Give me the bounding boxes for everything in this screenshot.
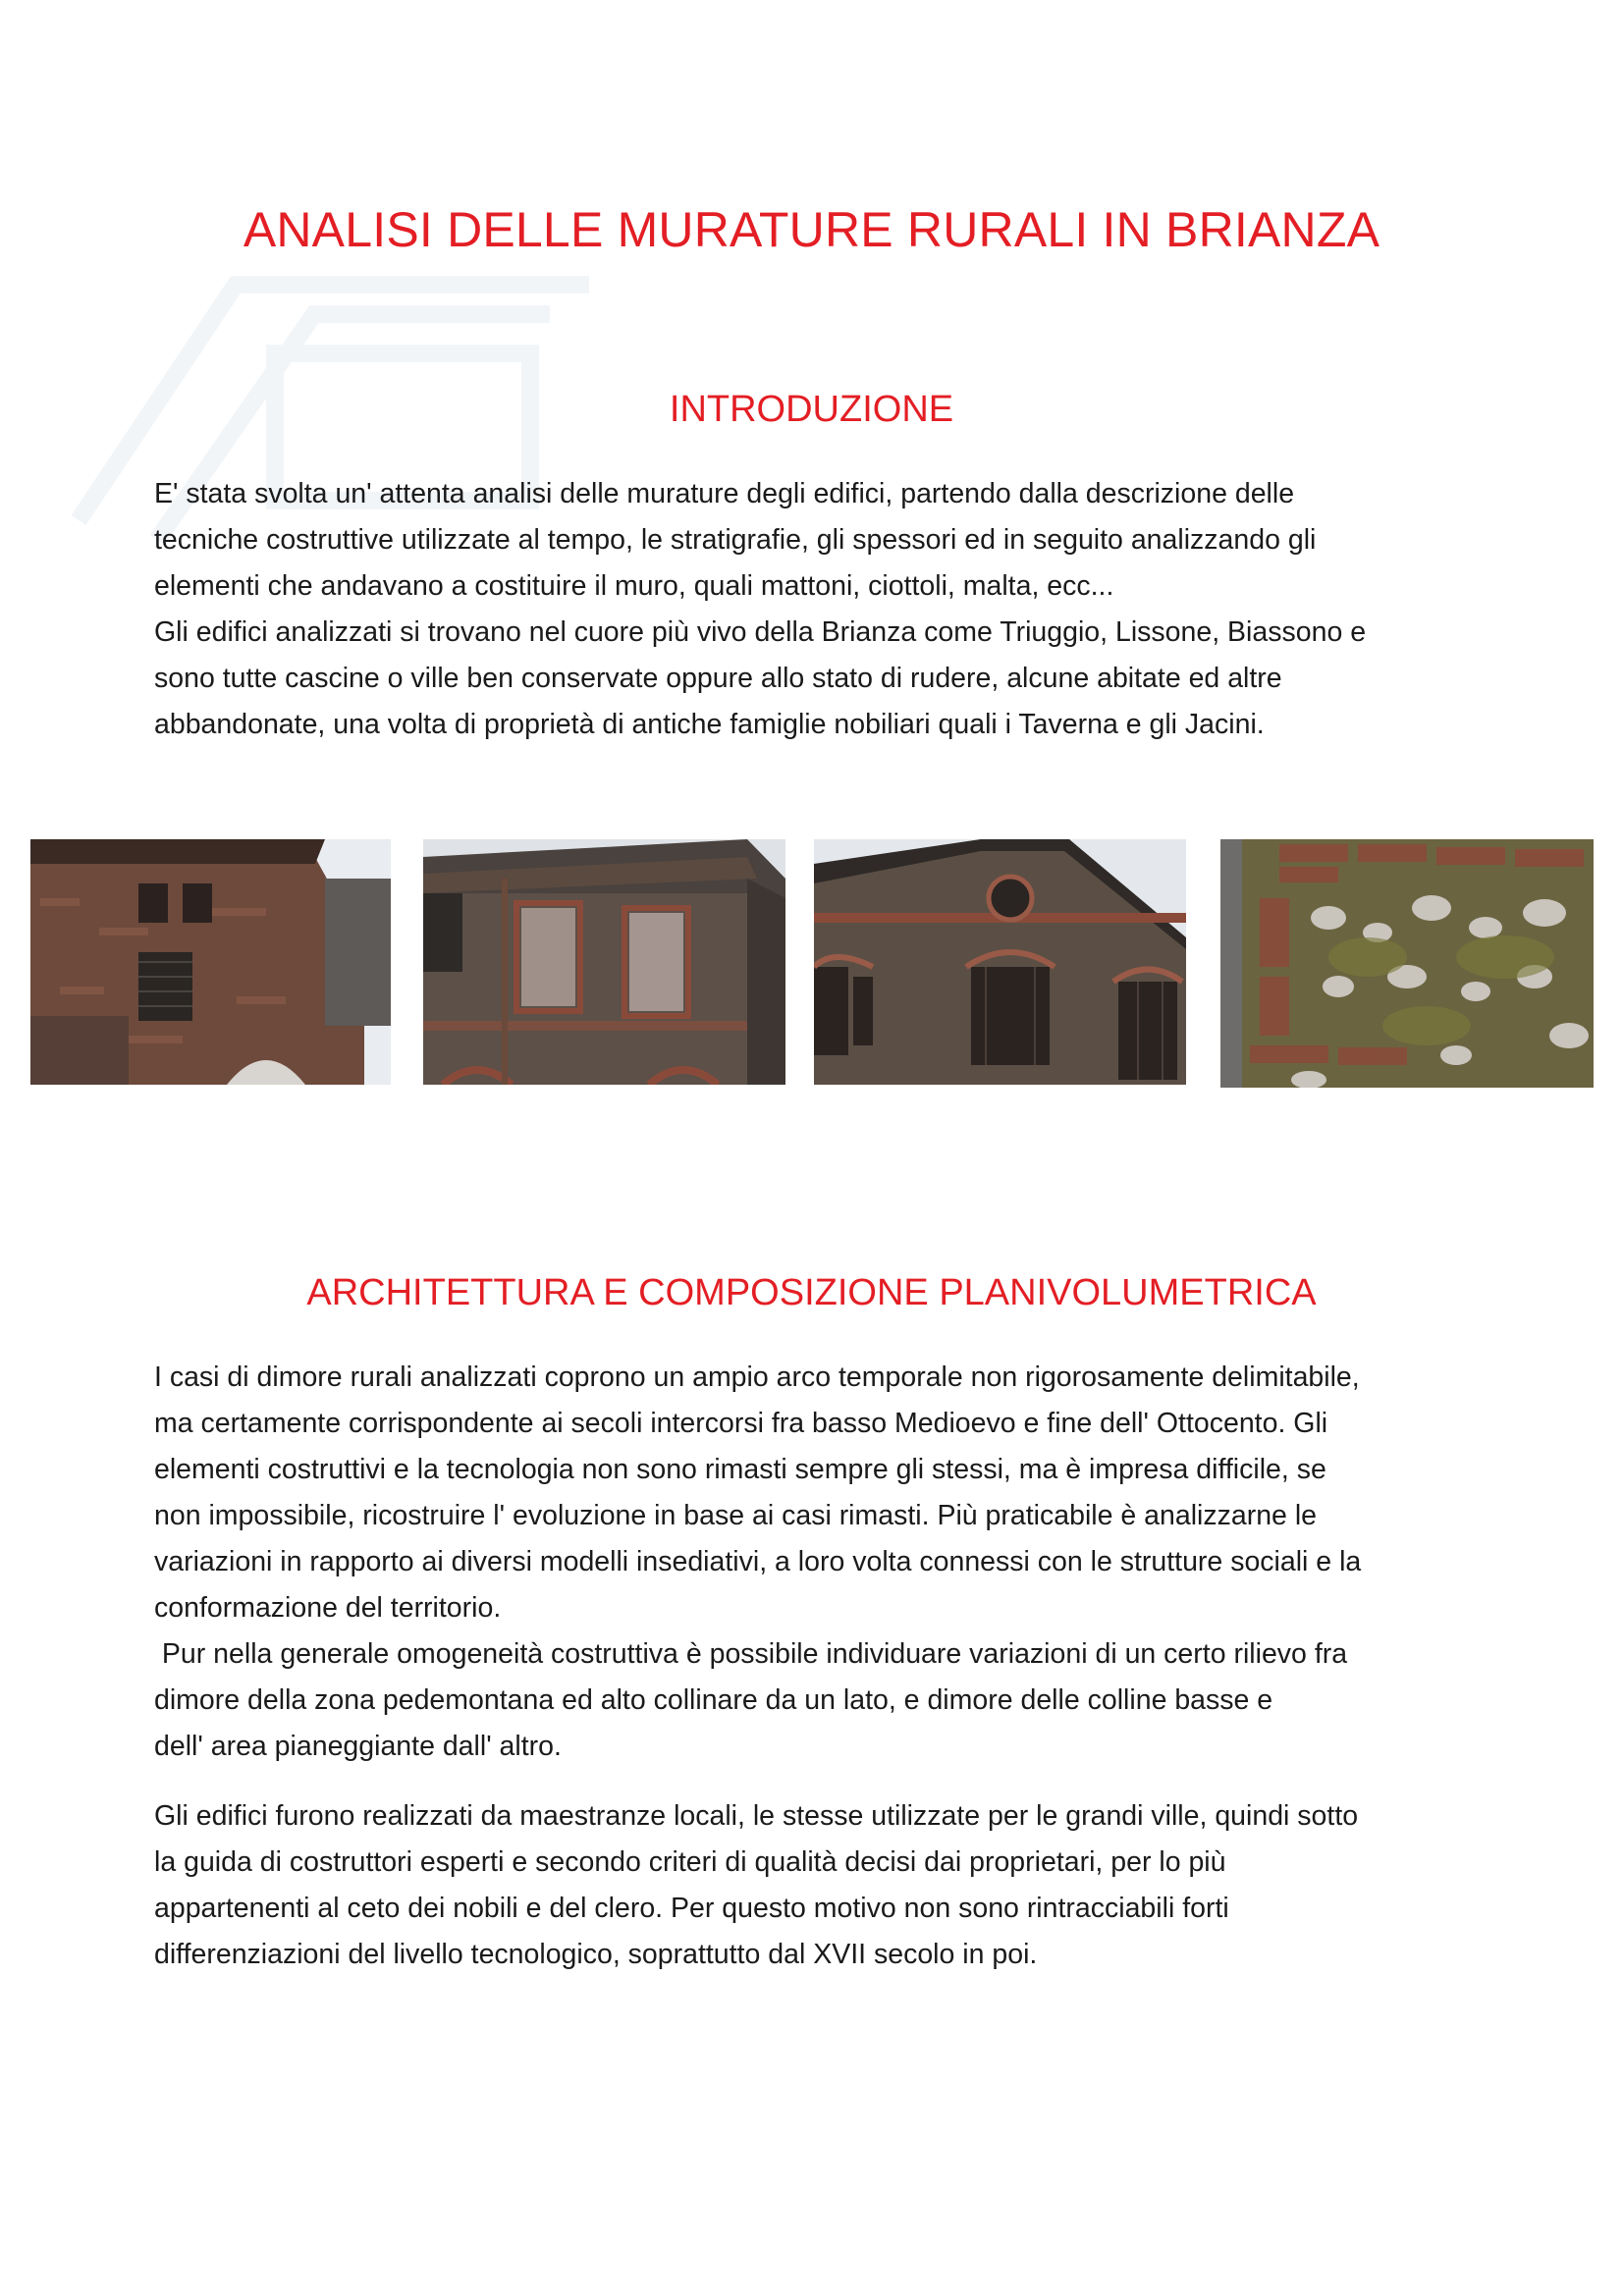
text-line: elementi costruttivi e la tecnologia non sono rimasti sempre gli stessi, ma è impresa difficile, se — [154, 1454, 1326, 1485]
text-line: Gli edifici furono realizzati da maestranze locali, le stesse utilizzate per le grandi ville, quindi sotto — [154, 1800, 1359, 1832]
text-line: tecniche costruttive utilizzate al tempo, le stratigrafie, gli spessori ed in seguito analizzando gli — [154, 524, 1317, 556]
text-line: Pur nella generale omogeneità costruttiva è possibile individuare variazioni di un certo rilievo fra — [154, 1638, 1348, 1670]
text-line: non impossibile, ricostruire l' evoluzione in base ai casi rimasti. Più praticabile è analizzarne le — [154, 1500, 1318, 1531]
section-heading-architettura: ARCHITETTURA E COMPOSIZIONE PLANIVOLUMETRICA — [306, 1272, 1317, 1313]
photo-building-3 — [814, 839, 1186, 1085]
text-line: I casi di dimore rurali analizzati coprono un ampio arco temporale non rigorosamente delimitabile, — [154, 1362, 1360, 1393]
text-line: conformazione del territorio. — [154, 1592, 502, 1624]
text-line: elementi che andavano a costituire il muro, quali mattoni, ciottoli, malta, ecc... — [154, 570, 1114, 602]
photo-building-2 — [423, 839, 785, 1085]
photo-wall-closeup — [1220, 839, 1594, 1088]
text-line: ma certamente corrispondente ai secoli intercorsi fra basso Medioevo e fine dell' Ottocento. Gli — [154, 1408, 1328, 1439]
text-line: E' stata svolta un' attenta analisi delle murature degli edifici, partendo dalla descrizione delle — [154, 478, 1295, 509]
page-title: ANALISI DELLE MURATURE RURALI IN BRIANZA — [243, 202, 1380, 257]
text-line: sono tutte cascine o ville ben conservate oppure allo stato di rudere, alcune abitate ed altre — [154, 663, 1282, 694]
architecture-paragraph-1 — [154, 1355, 1470, 1770]
text-line: abbandonate, una volta di proprietà di antiche famiglie nobiliari quali i Taverna e gli Jacini. — [154, 709, 1265, 740]
text-line: Gli edifici analizzati si trovano nel cuore più vivo della Brianza come Triuggio, Lissone, Biassono e — [154, 616, 1367, 648]
intro-paragraph — [154, 471, 1470, 748]
architecture-paragraph-2 — [154, 1793, 1470, 1978]
photo-building-1 — [30, 839, 391, 1085]
text-line: dimore della zona pedemontana ed alto collinare da un lato, e dimore delle colline basse e — [154, 1684, 1273, 1716]
text-line: variazioni in rapporto ai diversi modelli insediativi, a loro volta connessi con le strutture sociali e la — [154, 1546, 1362, 1577]
text-line: la guida di costruttori esperti e secondo criteri di qualità decisi dai proprietari, per lo più — [154, 1846, 1226, 1878]
text-line: dell' area pianeggiante dall' altro. — [154, 1731, 562, 1762]
text-line: differenziazioni del livello tecnologico, soprattutto dal XVII secolo in poi. — [154, 1939, 1038, 1970]
text-line: appartenenti al ceto dei nobili e del clero. Per questo motivo non sono rintracciabili forti — [154, 1893, 1229, 1924]
section-heading-introduzione: INTRODUZIONE — [669, 389, 954, 430]
